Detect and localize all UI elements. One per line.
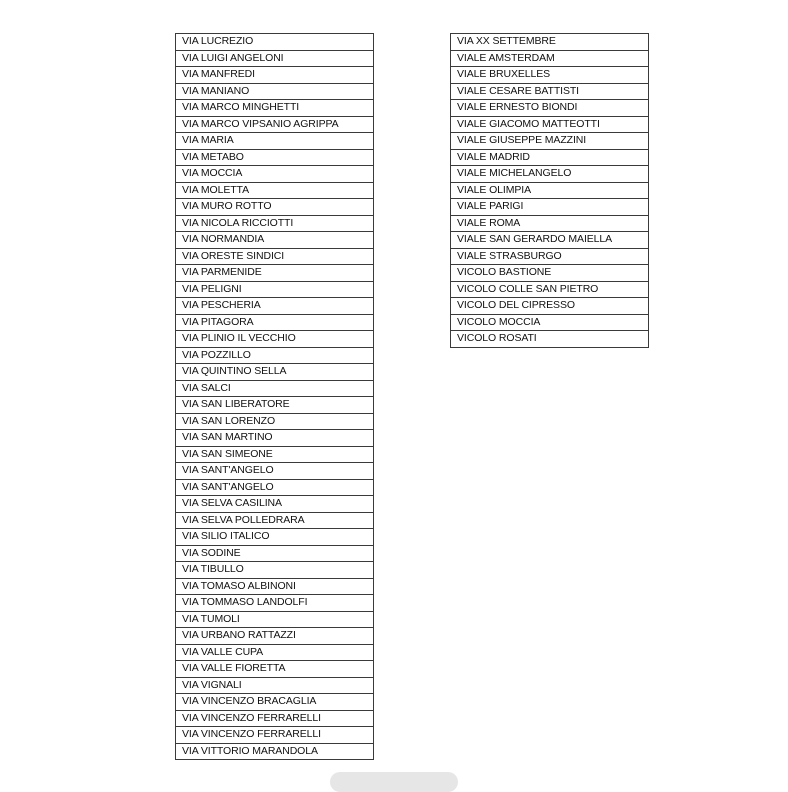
- table-row: [451, 100, 649, 117]
- street-name-cell: VIALE SAN GERARDO MAIELLA: [451, 232, 649, 249]
- table-row: [176, 347, 374, 364]
- street-name-cell: VIA MANFREDI: [176, 67, 374, 84]
- street-name-cell: VIA TOMMASO LANDOLFI: [176, 595, 374, 612]
- street-name-cell: VIA NORMANDIA: [176, 232, 374, 249]
- street-name-cell: VIA SELVA CASILINA: [176, 496, 374, 513]
- table-row: [176, 578, 374, 595]
- table-row: [176, 446, 374, 463]
- street-table-right: [450, 33, 649, 348]
- street-name-cell: VIA LUIGI ANGELONI: [176, 50, 374, 67]
- street-name-cell: VIA POZZILLO: [176, 347, 374, 364]
- street-name-cell: VIALE GIUSEPPE MAZZINI: [451, 133, 649, 150]
- street-name-cell: VIA MARCO VIPSANIO AGRIPPA: [176, 116, 374, 133]
- table-row: [176, 149, 374, 166]
- table-row: [176, 710, 374, 727]
- table-row: [176, 463, 374, 480]
- street-name-cell: VIA SANT'ANGELO: [176, 479, 374, 496]
- street-name-cell: VIA MURO ROTTO: [176, 199, 374, 216]
- table-row: [176, 677, 374, 694]
- table-row: [176, 182, 374, 199]
- street-name-cell: VIA QUINTINO SELLA: [176, 364, 374, 381]
- street-name-cell: VIA TIBULLO: [176, 562, 374, 579]
- table-row: [176, 380, 374, 397]
- street-name-cell: VIALE GIACOMO MATTEOTTI: [451, 116, 649, 133]
- table-row: [176, 512, 374, 529]
- street-name-cell: VIA VIGNALI: [176, 677, 374, 694]
- table-row: [451, 67, 649, 84]
- street-name-cell: VIA TOMASO ALBINONI: [176, 578, 374, 595]
- table-row: [451, 116, 649, 133]
- table-row: [176, 694, 374, 711]
- table-row: [451, 265, 649, 282]
- table-row: [451, 133, 649, 150]
- table-row: [176, 595, 374, 612]
- table-row: [176, 479, 374, 496]
- table-row: [176, 743, 374, 760]
- table-row: [176, 397, 374, 414]
- street-name-cell: VIA URBANO RATTAZZI: [176, 628, 374, 645]
- street-name-cell: VIA SILIO ITALICO: [176, 529, 374, 546]
- table-row: [176, 83, 374, 100]
- table-row: [451, 248, 649, 265]
- table-row: [176, 232, 374, 249]
- street-name-cell: VICOLO MOCCIA: [451, 314, 649, 331]
- street-name-cell: VIA MARCO MINGHETTI: [176, 100, 374, 117]
- table-row: [451, 166, 649, 183]
- street-name-cell: VIA MANIANO: [176, 83, 374, 100]
- street-name-cell: VIA MARIA: [176, 133, 374, 150]
- street-name-cell: VICOLO DEL CIPRESSO: [451, 298, 649, 315]
- street-name-cell: VIA PELIGNI: [176, 281, 374, 298]
- table-row: [176, 529, 374, 546]
- table-row: [176, 265, 374, 282]
- table-row: [451, 232, 649, 249]
- street-name-cell: VIA VALLE CUPA: [176, 644, 374, 661]
- street-name-cell: VIA PESCHERIA: [176, 298, 374, 315]
- table-row: [176, 199, 374, 216]
- street-name-cell: VIA VINCENZO FERRARELLI: [176, 727, 374, 744]
- table-row: [176, 67, 374, 84]
- table-row: [451, 281, 649, 298]
- table-row: [451, 34, 649, 51]
- street-name-cell: VIA ORESTE SINDICI: [176, 248, 374, 265]
- table-row: [176, 644, 374, 661]
- street-name-cell: VIA SAN LORENZO: [176, 413, 374, 430]
- table-row: [176, 133, 374, 150]
- street-name-cell: VIA METABO: [176, 149, 374, 166]
- street-name-cell: VIALE CESARE BATTISTI: [451, 83, 649, 100]
- table-row: [176, 430, 374, 447]
- street-name-cell: VIA TUMOLI: [176, 611, 374, 628]
- table-row: [451, 182, 649, 199]
- table-row: [451, 298, 649, 315]
- street-name-cell: VIA SAN SIMEONE: [176, 446, 374, 463]
- street-name-cell: VICOLO ROSATI: [451, 331, 649, 348]
- table-row: [176, 50, 374, 67]
- street-name-cell: VIA XX SETTEMBRE: [451, 34, 649, 51]
- street-name-cell: VIA PLINIO IL VECCHIO: [176, 331, 374, 348]
- table-row: [176, 628, 374, 645]
- table-row: [176, 545, 374, 562]
- table-row: [176, 248, 374, 265]
- street-name-cell: VIALE BRUXELLES: [451, 67, 649, 84]
- table-row: [176, 281, 374, 298]
- street-name-cell: VIALE ROMA: [451, 215, 649, 232]
- street-name-cell: VIALE MADRID: [451, 149, 649, 166]
- street-name-cell: VICOLO COLLE SAN PIETRO: [451, 281, 649, 298]
- street-name-cell: VIA SALCI: [176, 380, 374, 397]
- street-name-cell: VIA MOCCIA: [176, 166, 374, 183]
- street-name-cell: VIALE OLIMPIA: [451, 182, 649, 199]
- table-row: [176, 331, 374, 348]
- table-row: [451, 149, 649, 166]
- street-table-left: [175, 33, 374, 760]
- street-name-cell: VIA SODINE: [176, 545, 374, 562]
- table-row: [176, 166, 374, 183]
- table-row: [176, 562, 374, 579]
- table-row: [451, 50, 649, 67]
- street-name-cell: VIA VINCENZO BRACAGLIA: [176, 694, 374, 711]
- street-name-cell: VIA VITTORIO MARANDOLA: [176, 743, 374, 760]
- street-name-cell: VIALE AMSTERDAM: [451, 50, 649, 67]
- street-name-cell: VIALE ERNESTO BIONDI: [451, 100, 649, 117]
- table-row: [176, 100, 374, 117]
- street-name-cell: VIA PITAGORA: [176, 314, 374, 331]
- table-row: [451, 314, 649, 331]
- table-row: [176, 215, 374, 232]
- street-name-cell: VIALE STRASBURGO: [451, 248, 649, 265]
- table-row: [176, 314, 374, 331]
- table-row: [176, 661, 374, 678]
- table-row: [176, 496, 374, 513]
- table-row: [176, 34, 374, 51]
- street-name-cell: VIA SAN LIBERATORE: [176, 397, 374, 414]
- table-row: [176, 364, 374, 381]
- scroll-indicator[interactable]: [330, 772, 458, 792]
- table-row: [451, 215, 649, 232]
- street-name-cell: VIA SANT'ANGELO: [176, 463, 374, 480]
- street-name-cell: VIALE MICHELANGELO: [451, 166, 649, 183]
- street-name-cell: VIA LUCREZIO: [176, 34, 374, 51]
- street-name-cell: VIA VINCENZO FERRARELLI: [176, 710, 374, 727]
- table-row: [176, 727, 374, 744]
- table-row: [451, 83, 649, 100]
- table-row: [451, 199, 649, 216]
- street-name-cell: VICOLO BASTIONE: [451, 265, 649, 282]
- table-row: [176, 116, 374, 133]
- street-name-cell: VIA NICOLA RICCIOTTI: [176, 215, 374, 232]
- street-name-cell: VIA PARMENIDE: [176, 265, 374, 282]
- street-name-cell: VIA VALLE FIORETTA: [176, 661, 374, 678]
- street-name-cell: VIA SAN MARTINO: [176, 430, 374, 447]
- table-row: [176, 413, 374, 430]
- street-name-cell: VIA SELVA POLLEDRARA: [176, 512, 374, 529]
- table-row: [451, 331, 649, 348]
- street-name-cell: VIA MOLETTA: [176, 182, 374, 199]
- table-row: [176, 611, 374, 628]
- street-name-cell: VIALE PARIGI: [451, 199, 649, 216]
- table-row: [176, 298, 374, 315]
